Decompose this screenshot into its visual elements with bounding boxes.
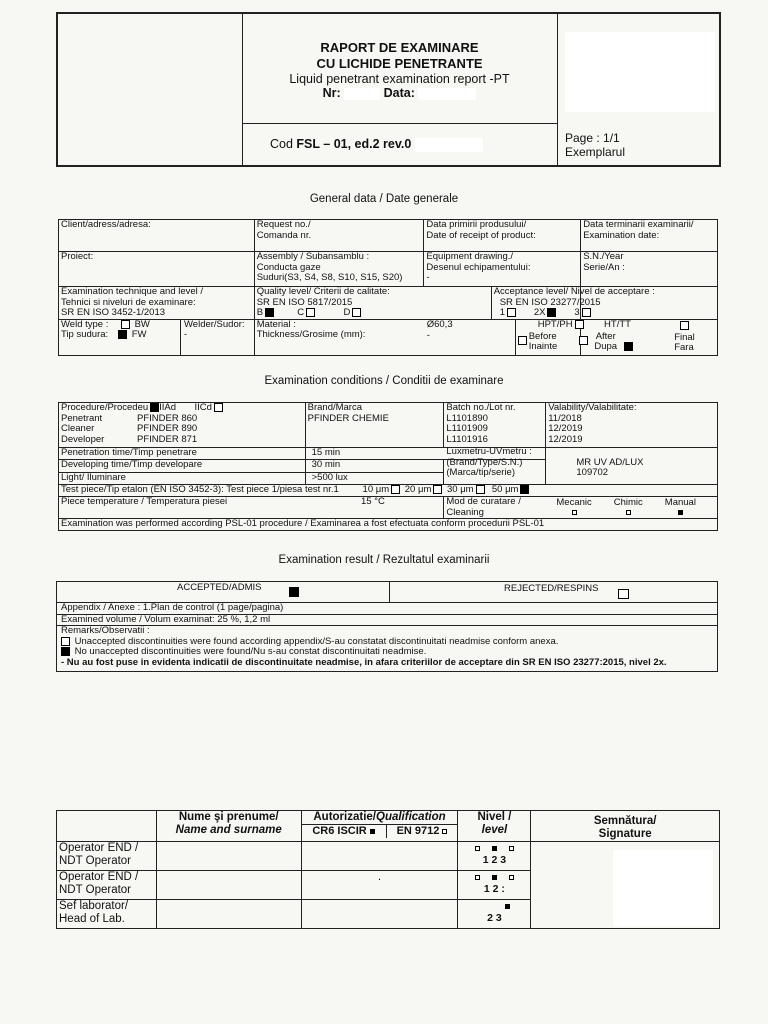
luxmeter-serial-label: (Marca/tip/serie) (446, 467, 515, 478)
qualification-title-ro: Autorizatie/ (313, 811, 376, 823)
manual-option (665, 498, 696, 519)
remark-accepted (61, 647, 713, 658)
redaction-block (415, 138, 483, 152)
rejected-checkbox[interactable] (618, 589, 629, 599)
luxmeter-serial-row (446, 468, 716, 479)
level-3-checkbox[interactable] (509, 846, 514, 851)
page-number: Page : 1/1 (565, 131, 620, 145)
name-header (156, 811, 301, 842)
before-checkbox[interactable] (518, 336, 527, 345)
final-cell (581, 319, 718, 355)
examination-date-cell (581, 220, 718, 252)
quality-c-checkbox[interactable] (306, 308, 315, 317)
pen-time-label: Penetration time/Timp penetrare (61, 447, 197, 458)
level-cell (458, 871, 531, 900)
signature-table (56, 810, 720, 929)
role-label: Sef laborator/ (59, 900, 129, 912)
batch-values (446, 414, 543, 446)
report-header (56, 12, 721, 167)
brand-cell (305, 403, 444, 448)
um10-label: 10 μm (362, 484, 390, 496)
level-checkboxes (460, 900, 528, 912)
project-cell (59, 252, 255, 287)
exemplar-label: Exemplarul (565, 145, 626, 159)
batch-value: L1101909 (446, 423, 488, 434)
name-cell[interactable] (156, 871, 301, 900)
quality-label: Quality level/ Criterii de calitate: (256, 286, 390, 297)
product-row (61, 435, 303, 446)
pen-time-value: 15 min (311, 447, 341, 458)
qualification-cell[interactable] (301, 842, 458, 871)
validity-label: Valability/Valabilitate: (548, 402, 637, 413)
title-cell (242, 14, 558, 124)
page-cell (557, 123, 719, 165)
brand-label: Brand/Marca (307, 402, 363, 413)
nr-label: Nr: (322, 86, 341, 100)
temperature-value: 15 °C (361, 496, 385, 507)
dev-time-label: Developing time/Timp developare (61, 459, 203, 470)
iicd-checkbox[interactable] (214, 403, 223, 412)
redaction-block (418, 88, 476, 100)
validity-value: 12/2019 (548, 433, 583, 445)
logo-cell (58, 14, 243, 165)
volume-line: Examined volume / Volum examinat: 25 %, 1,2 ml (57, 615, 717, 627)
product-names (61, 414, 303, 446)
iicd-label: IICd (194, 402, 212, 414)
role-header-cell (57, 811, 157, 842)
light-value-cell (305, 473, 444, 485)
um10-checkbox[interactable] (391, 485, 400, 494)
light-label: Light/ Iluminare (61, 472, 126, 483)
name-cell[interactable] (156, 842, 301, 871)
qualification-mark: . (377, 871, 382, 883)
welder-cell (180, 320, 254, 356)
htt-checkbox[interactable] (680, 321, 689, 330)
qualification-title-en: Qualification (376, 811, 446, 823)
assembly-label: Assembly / Subansamblu : (256, 251, 370, 262)
cod-label: Cod (270, 137, 293, 151)
technique-label-ro: Tehnici si niveluri de examinare: (61, 296, 196, 308)
role-label-en: Head of Lab. (59, 913, 125, 925)
level-1-checkbox[interactable] (475, 846, 480, 851)
chimic-checkbox[interactable] (626, 510, 631, 515)
sn-label: S.N./Year (583, 251, 624, 262)
report-number-line (242, 86, 557, 100)
name-cell[interactable] (156, 900, 301, 929)
role-cell (57, 871, 157, 900)
luxmeter-info-cell (444, 446, 644, 485)
quality-b-checkbox[interactable] (265, 308, 274, 317)
product-type: Penetrant (61, 412, 103, 424)
acceptance-3-checkbox[interactable] (582, 308, 591, 317)
procedure-row (61, 403, 303, 414)
after-label-ro: Dupa (594, 340, 618, 352)
material-cell (254, 318, 631, 355)
cr6-option (302, 825, 387, 838)
general-data-title: General data / Date generale (309, 193, 459, 205)
tip-sudura-label: Tip sudura: (61, 329, 109, 341)
role-cell (57, 900, 157, 929)
luxmeter-brand-value: MR UV AD/LUX (576, 456, 644, 468)
remarks-block (57, 626, 717, 671)
level-header-ro: Nivel / (477, 811, 512, 823)
drawing-value: - (426, 272, 430, 283)
dev-time-label-cell (59, 460, 306, 473)
chimic-label: Chimic (613, 497, 643, 508)
data-label: Data: (383, 86, 415, 100)
pen-time-label-cell (59, 448, 306, 460)
dev-time-value: 30 min (311, 459, 341, 470)
code-cell (242, 123, 558, 165)
luxmeter-serial-value: 109702 (576, 467, 609, 478)
material-value: Ø60,3 (426, 318, 453, 330)
appendix-line: Appendix / Anexe : 1.Plan de control (1 page/pagina) (57, 603, 717, 615)
hpt-label: HPT/PH (537, 318, 573, 330)
level-header-en: level (481, 824, 508, 836)
bw-label: BW (134, 318, 150, 330)
drawing-label: Equipment drawing./ (426, 251, 514, 262)
conditions-title: Examination conditions / Conditii de examinare (264, 375, 504, 387)
serial-cell (581, 252, 718, 287)
qualification-options (302, 825, 458, 838)
um20-checkbox[interactable] (433, 485, 442, 494)
quality-standard: SR EN ISO 5817/2015 (256, 296, 353, 308)
test-piece-value: Test piece 1/piesa test nr.1 (226, 484, 339, 496)
welder-value: - (184, 329, 188, 341)
report-title-line2: CU LICHIDE PENETRANTE (316, 56, 483, 71)
level-numbers: 1 2 : (483, 883, 505, 895)
validity-cell (546, 403, 718, 448)
signature-row (57, 842, 720, 871)
weld-type-label: Weld type : (61, 318, 109, 330)
report-subtitle: Liquid penetrant examination report -PT (289, 72, 510, 86)
validity-value: 11/2018 (548, 412, 582, 424)
batch-cell (444, 403, 546, 448)
luxmeter-label: Luxmetru-UVmetru : (446, 446, 532, 457)
role-cell (57, 842, 157, 871)
request-label: Request no./ (256, 219, 311, 230)
sn-label-ro: Serie/An : (583, 261, 625, 273)
level-2-checkbox[interactable] (492, 846, 497, 851)
receipt-label-ro: Data primirii produsului/ (426, 219, 527, 230)
level-cell (458, 900, 531, 929)
mecanic-option (556, 498, 591, 519)
temperature-label: Piece temperature / Temperatura piesei (61, 496, 228, 507)
level-numbers: 1 2 3 (482, 854, 507, 866)
remarks-label: Remarks/Observatii : (61, 625, 150, 636)
acceptance-cell (491, 287, 730, 319)
welder-label: Welder/Sudor: (184, 318, 245, 330)
um20-label: 20 μm (404, 484, 432, 496)
final-label (674, 333, 695, 353)
acceptance-label: Acceptance level/ Nivel de acceptare : (493, 286, 655, 297)
rejected-cell (390, 582, 717, 602)
thickness-value: - (426, 329, 430, 341)
cr6-checkbox[interactable] (370, 829, 375, 834)
role-label: Operator END / (59, 842, 139, 854)
fw-label: FW (131, 329, 147, 341)
request-label-ro: Comanda nr. (256, 229, 312, 241)
acceptance-standard: SR EN ISO 23277/2015 (499, 296, 601, 308)
before-label-en: Before (528, 330, 557, 342)
technique-label: Examination technique and level / (61, 286, 204, 297)
no-unaccepted-checkbox[interactable] (61, 647, 70, 656)
acceptance-1-checkbox[interactable] (507, 308, 516, 317)
cleaning-label-ro: Mod de curatare / (446, 496, 521, 507)
quality-cell (254, 286, 655, 320)
remark-conclusion: - Nu au fost puse in evidenta indicatii de discontinuitate neadmise, in afara criteriilor de acceptare din SR EN ISO 23277:2015, nivel 2x. (61, 656, 667, 668)
assembly-cell (254, 252, 424, 287)
batch-value: L1101916 (446, 433, 488, 445)
en9712-option (387, 825, 458, 838)
accepted-label: ACCEPTED/ADMIS (177, 582, 262, 593)
result-title: Examination result / Rezultatul examinarii (278, 554, 490, 566)
mecanic-label: Mecanic (556, 497, 592, 508)
termination-label: Examination date: (583, 229, 660, 241)
procedure-cell (59, 403, 306, 448)
quality-d-checkbox[interactable] (352, 308, 361, 317)
termination-label-ro: Data terminarii examinarii/ (583, 219, 694, 230)
accepted-checkbox[interactable] (289, 587, 299, 597)
request-cell (254, 220, 424, 252)
signature-header (531, 811, 720, 842)
cr6-label: CR6 ISCIR (312, 825, 367, 837)
qualification-cell[interactable] (301, 871, 458, 900)
qualification-title (302, 811, 458, 825)
performed-note: Examination was performed according PSL-01 procedure / Examinarea a fost efectuata conform procedurii PSL-01 (61, 518, 545, 529)
conditions-table (58, 402, 718, 531)
signature-cell[interactable] (531, 842, 720, 929)
after-label-en: After (595, 330, 616, 342)
assembly-value: Conducta gaze (256, 261, 321, 273)
cleaning-label: Cleaning (446, 506, 484, 518)
cleaning-cell (444, 497, 718, 519)
acceptance-2x-checkbox[interactable] (547, 308, 556, 317)
iiad-checkbox[interactable] (150, 403, 159, 412)
light-label-cell (59, 473, 306, 485)
project-label: Proiect: (61, 251, 94, 262)
level-3-checkbox[interactable] (509, 875, 514, 880)
luxmeter-brand-label: (Brand/Type/S.N.) (446, 456, 523, 468)
name-header-en: Name and surname (175, 824, 282, 836)
form-code (270, 137, 483, 152)
acceptance-1-label: 1 (499, 307, 506, 319)
client-label: Client/adress/adresa: (61, 219, 151, 230)
receipt-cell (424, 220, 581, 252)
um50-label: 50 μm (491, 484, 519, 496)
test-piece-cell (59, 485, 718, 497)
quality-d-label: D (343, 307, 351, 319)
level-numbers: 2 3 (487, 912, 502, 924)
rejected-label: REJECTED/RESPINS (504, 583, 599, 594)
performed-note-cell (59, 519, 718, 531)
product-name: PFINDER 860 (137, 412, 198, 424)
redaction-block (344, 88, 380, 100)
brand-value: PFINDER CHEMIE (307, 412, 389, 424)
redaction-block (565, 32, 715, 112)
batch-label: Batch no./Lot nr. (446, 402, 516, 413)
final-label-ro: Fara (674, 341, 694, 353)
chimic-option (614, 498, 643, 519)
general-data-table (58, 219, 718, 356)
procedure-label: Procedure/Procedeu (61, 402, 149, 414)
mecanic-checkbox[interactable] (572, 510, 577, 515)
final-label-en: Final (674, 331, 695, 343)
technique-value: SR EN ISO 3452-1/2013 (61, 307, 166, 318)
um30-checkbox[interactable] (476, 485, 485, 494)
quality-b-label: B (256, 307, 264, 319)
before-label (529, 332, 577, 352)
acceptance-levels (494, 308, 730, 319)
quality-c-label: C (297, 307, 305, 319)
product-name: PFINDER 871 (137, 433, 198, 445)
validity-values (548, 414, 715, 446)
batch-value: L1101890 (446, 412, 488, 424)
signature-header-en: Signature (598, 828, 652, 840)
before-label-ro: Inainte (528, 340, 558, 352)
drawing-label-ro: Desenul echipamentului: (426, 261, 531, 273)
level-checkboxes (460, 871, 528, 883)
level-header (458, 811, 531, 842)
role-label: Operator END / (59, 871, 139, 883)
acceptance-2x-label: 2X (533, 307, 546, 319)
welds-value: Suduri(S3, S4, S8, S10, S15, S20) (256, 272, 403, 283)
unaccepted-checkbox[interactable] (61, 637, 70, 646)
en9712-label: EN 9712 (396, 825, 440, 837)
result-table (56, 581, 718, 672)
material-label: Material : (256, 318, 296, 330)
htt-label: HT/TT (604, 318, 631, 330)
remark-unaccepted-text: Unaccepted discontinuities were found according appendix/S-au constatat discontinuitati neadmise conform anexa. (74, 635, 559, 647)
report-title-line1: RAPORT DE EXAMINARE (320, 40, 479, 55)
product-name: PFINDER 890 (137, 423, 198, 435)
fw-checkbox[interactable] (118, 330, 127, 339)
remark-accepted-text: No unaccepted discontinuities were found/Nu s-au constat discontinuitati neadmise. (74, 646, 427, 658)
receipt-label: Date of receipt of product: (426, 229, 536, 241)
role-label-en: NDT Operator (59, 855, 132, 867)
um50-checkbox[interactable] (520, 485, 529, 494)
validity-value: 12/2019 (548, 423, 583, 434)
acceptance-3-label: 3 (574, 307, 580, 319)
level-1-checkbox[interactable] (475, 875, 480, 880)
manual-checkbox[interactable] (678, 510, 683, 515)
dev-time-value-cell (305, 460, 444, 473)
accepted-cell (57, 582, 390, 602)
um30-label: 30 μm (447, 484, 474, 496)
name-header-ro: Nume şi prenume/ (178, 811, 279, 823)
redaction-block (613, 850, 713, 926)
client-cell (59, 220, 255, 252)
iiad-label: IIAd (159, 402, 177, 414)
cleaning-options (556, 498, 696, 519)
level-checkboxes (460, 842, 528, 854)
signature-header-ro: Semnătura/ (593, 815, 657, 827)
test-piece-label: Test piece/Tip etalon (EN ISO 3452-3): (61, 484, 224, 496)
temperature-cell (59, 497, 444, 519)
thickness-label: Thickness/Grosime (mm): (256, 329, 366, 341)
bw-checkbox[interactable] (121, 320, 130, 329)
technique-cell (59, 287, 255, 320)
level-cell (458, 842, 531, 871)
light-value: >500 lux (311, 472, 348, 483)
product-type: Developer (61, 433, 105, 445)
level-2-checkbox[interactable] (492, 875, 497, 880)
luxmeter-block (446, 447, 716, 479)
product-type: Cleaner (61, 423, 95, 435)
level-2-checkbox[interactable] (505, 904, 510, 909)
weld-type-cell (59, 319, 255, 355)
role-label-en: NDT Operator (59, 884, 132, 896)
result-status-row (57, 582, 717, 603)
drawing-cell (424, 252, 581, 287)
qualification-header (301, 811, 458, 842)
manual-label: Manual (664, 497, 696, 508)
en9712-checkbox[interactable] (442, 829, 447, 834)
product-row (61, 424, 303, 435)
qualification-cell[interactable] (301, 900, 458, 929)
cod-value: FSL – 01, ed.2 rev.0 (296, 137, 412, 151)
